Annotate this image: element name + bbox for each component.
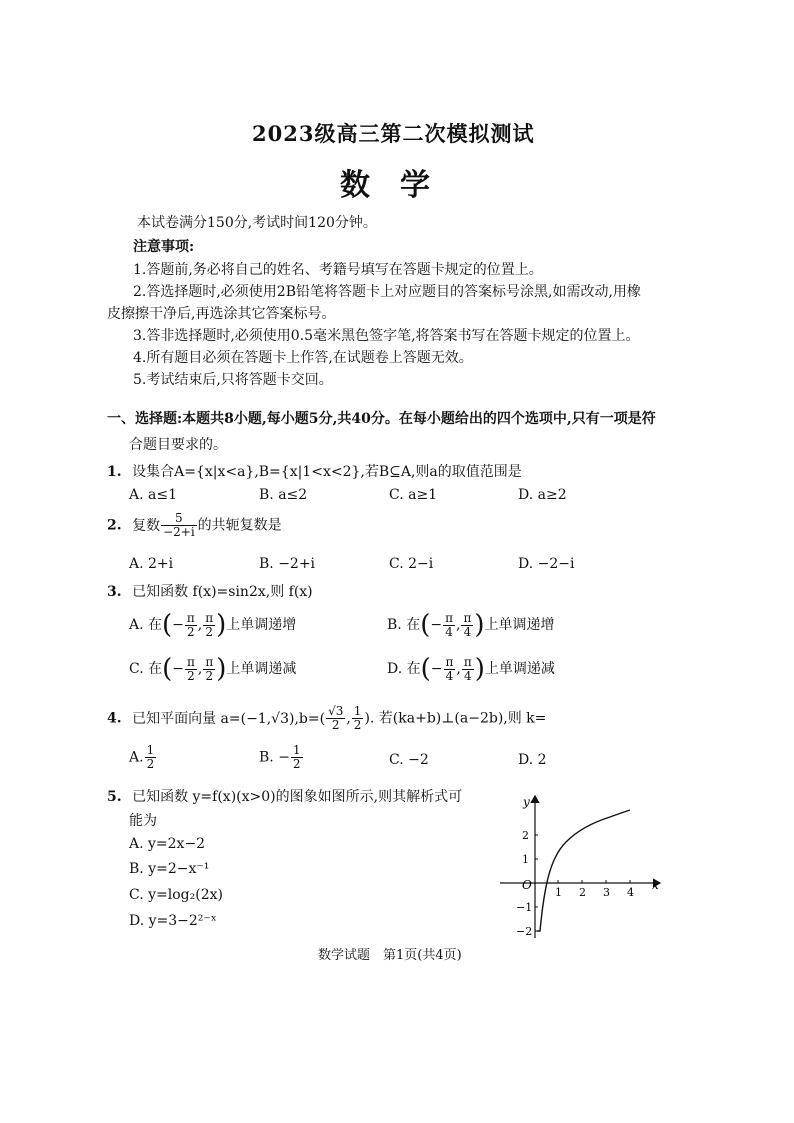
question-number: 5.	[107, 789, 122, 805]
stem-part-a: 已知平面向量 a=(−1,√3),b=(	[132, 710, 326, 727]
denominator: −2+i	[163, 525, 195, 539]
option-label: B. 在	[387, 617, 421, 633]
exam-title: 2023级高三第二次模拟测试	[252, 121, 535, 146]
denominator: 4	[445, 624, 453, 639]
question-number: 4.	[107, 710, 122, 727]
option-text: 上单调递减	[484, 661, 555, 677]
function-curve	[537, 810, 630, 931]
q4-option-d: D. 2	[518, 752, 547, 768]
y-tick-label: −1	[516, 901, 533, 914]
denominator: 2	[292, 757, 301, 771]
option-label: C. 在	[129, 661, 163, 677]
comma: ,	[455, 617, 461, 633]
minus-sign: −	[172, 661, 185, 677]
fraction	[161, 512, 197, 539]
q4-option-c: C. −2	[389, 752, 429, 768]
numerator: √3	[328, 704, 344, 718]
question-4	[107, 705, 546, 732]
notes-title: 注意事项:	[133, 239, 195, 255]
question-2	[107, 512, 282, 539]
question-1	[107, 461, 522, 481]
q1-option-d: D. a≥2	[518, 487, 567, 503]
x-tick-label: 3	[603, 886, 610, 899]
q1-option-a: A. a≤1	[129, 487, 177, 503]
comma: ,	[197, 617, 203, 633]
question-number: 1.	[107, 464, 122, 480]
y-tick-label: −2	[516, 925, 533, 938]
x-tick-label: 2	[579, 886, 586, 899]
x-tick-label: 4	[627, 886, 634, 899]
denominator: 2	[187, 624, 195, 639]
comma: ,	[346, 710, 351, 727]
origin-label: O	[522, 878, 532, 892]
stem-prefix: 复数	[132, 517, 161, 534]
section-heading-cont: 合题目要求的。	[129, 437, 227, 453]
function-graph	[490, 790, 670, 940]
denominator: 4	[445, 668, 454, 683]
note-1: 1.答题前,务必将自己的姓名、考籍号填写在答题卡规定的位置上。	[133, 262, 543, 278]
option-text: 上单调递减	[226, 661, 297, 677]
denominator: 2	[331, 718, 340, 732]
option-label: D. 在	[387, 661, 421, 677]
y-tick-label: 2	[522, 829, 529, 842]
comma: ,	[197, 661, 203, 677]
question-5-cont: 能为	[129, 813, 157, 829]
q5-option-d: D. y=3−2²⁻ˣ	[129, 913, 217, 929]
x-tick-label: 1	[555, 886, 562, 899]
question-number: 2.	[107, 517, 122, 534]
y-tick-label: 1	[522, 853, 529, 866]
option-label: A.	[129, 749, 144, 766]
numerator: π	[463, 654, 472, 669]
option-text: 上单调递增	[226, 617, 297, 633]
x-axis-label: x	[652, 878, 659, 892]
question-stem: 已知函数 f(x)=sin2x,则 f(x)	[132, 584, 313, 600]
minus-sign: −	[430, 661, 443, 677]
option-label: B. −	[259, 749, 290, 766]
numerator: 1	[292, 743, 301, 757]
denominator: 4	[463, 624, 472, 639]
question-3	[107, 581, 313, 601]
q2-option-c: C. 2−i	[389, 556, 434, 572]
option-label: A. 在	[129, 617, 163, 633]
denominator: 2	[205, 624, 214, 639]
stem-suffix: 的共轭复数是	[197, 517, 282, 534]
note-3: 3.答非选择题时,必须使用0.5毫米黑色签字笔,将答案书写在答题卡规定的位置上。	[133, 328, 640, 344]
minus-sign: −	[172, 617, 184, 633]
denominator: 2	[205, 668, 214, 683]
q2-option-b: B. −2+i	[259, 556, 316, 572]
note-5: 5.考试结束后,只将答题卡交回。	[133, 372, 333, 388]
q3-option-b: B. 在(− $\frac{\pi}{4}$ , $\frac{\pi}{4}$ )上单调递增	[387, 610, 555, 640]
q4-option-a	[129, 744, 157, 771]
denominator: 2	[187, 668, 195, 683]
minus-sign: −	[430, 617, 443, 633]
note-2-cont: 皮擦擦干净后,再选涂其它答案标号。	[107, 306, 336, 322]
q5-option-a: A. y=2x−2	[129, 836, 206, 852]
q2-option-d: D. −2−i	[518, 556, 575, 572]
y-axis-label: y	[523, 795, 530, 809]
denominator: 2	[146, 757, 155, 771]
section-heading: 一、选择题:本题共8小题,每小题5分,共40分。在每小题给出的四个选项中,只有一项是符	[107, 411, 656, 427]
subject-title: 数学	[340, 168, 460, 203]
numerator: π	[205, 654, 214, 669]
q3-option-a: A. 在(− $\frac{\pi}{2}$ , $\frac{\pi}{2}$ )上单调递增	[129, 610, 297, 640]
numerator: π	[187, 654, 195, 669]
question-stem: 已知函数 y=f(x)(x>0)的图象如图所示,则其解析式可	[132, 789, 463, 805]
comma: ,	[456, 661, 461, 677]
stem-part-b: ). 若(ka+b)⊥(a−2b),则 k=	[364, 710, 547, 727]
question-number: 3.	[107, 584, 122, 600]
q3-option-c: C. 在(− $\frac{\pi}{2}$ , $\frac{\pi}{2}$ )上单调递减	[129, 654, 297, 684]
numerator: π	[445, 610, 453, 625]
numerator: 1	[146, 743, 155, 757]
note-4: 4.所有题目必须在答题卡上作答,在试题卷上答题无效。	[133, 350, 473, 366]
option-text: 上单调递增	[484, 617, 555, 633]
q5-option-c: C. y=log₂(2x)	[129, 887, 223, 903]
q3-option-d: D. 在(− $\frac{\pi}{4}$ , $\frac{\pi}{4}$ )上单调递减	[387, 654, 555, 684]
page-footer: 数学试题 第1页(共4页)	[318, 948, 462, 963]
score-time-info: 本试卷满分150分,考试时间120分钟。	[137, 215, 377, 231]
note-2: 2.答选择题时,必须使用2B铅笔将答题卡上对应题目的答案标号涂黑,如需改动,用橡	[133, 284, 641, 300]
q1-option-c: C. a≥1	[389, 487, 438, 503]
denominator: 2	[353, 718, 362, 732]
q2-option-a: A. 2+i	[129, 556, 174, 572]
q1-option-b: B. a≤2	[259, 487, 308, 503]
denominator: 4	[464, 668, 472, 683]
numerator: π	[463, 610, 472, 625]
q4-option-b	[259, 744, 304, 771]
numerator: π	[205, 610, 214, 625]
numerator: 5	[161, 512, 197, 526]
numerator: π	[186, 610, 195, 625]
question-stem: 设集合A={x|x<a},B={x|1<x<2},若B⊆A,则a的取值范围是	[132, 464, 522, 480]
numerator: 1	[353, 704, 362, 718]
question-5	[107, 786, 462, 806]
numerator: π	[445, 654, 454, 669]
q5-option-b: B. y=2−x⁻¹	[129, 861, 210, 877]
